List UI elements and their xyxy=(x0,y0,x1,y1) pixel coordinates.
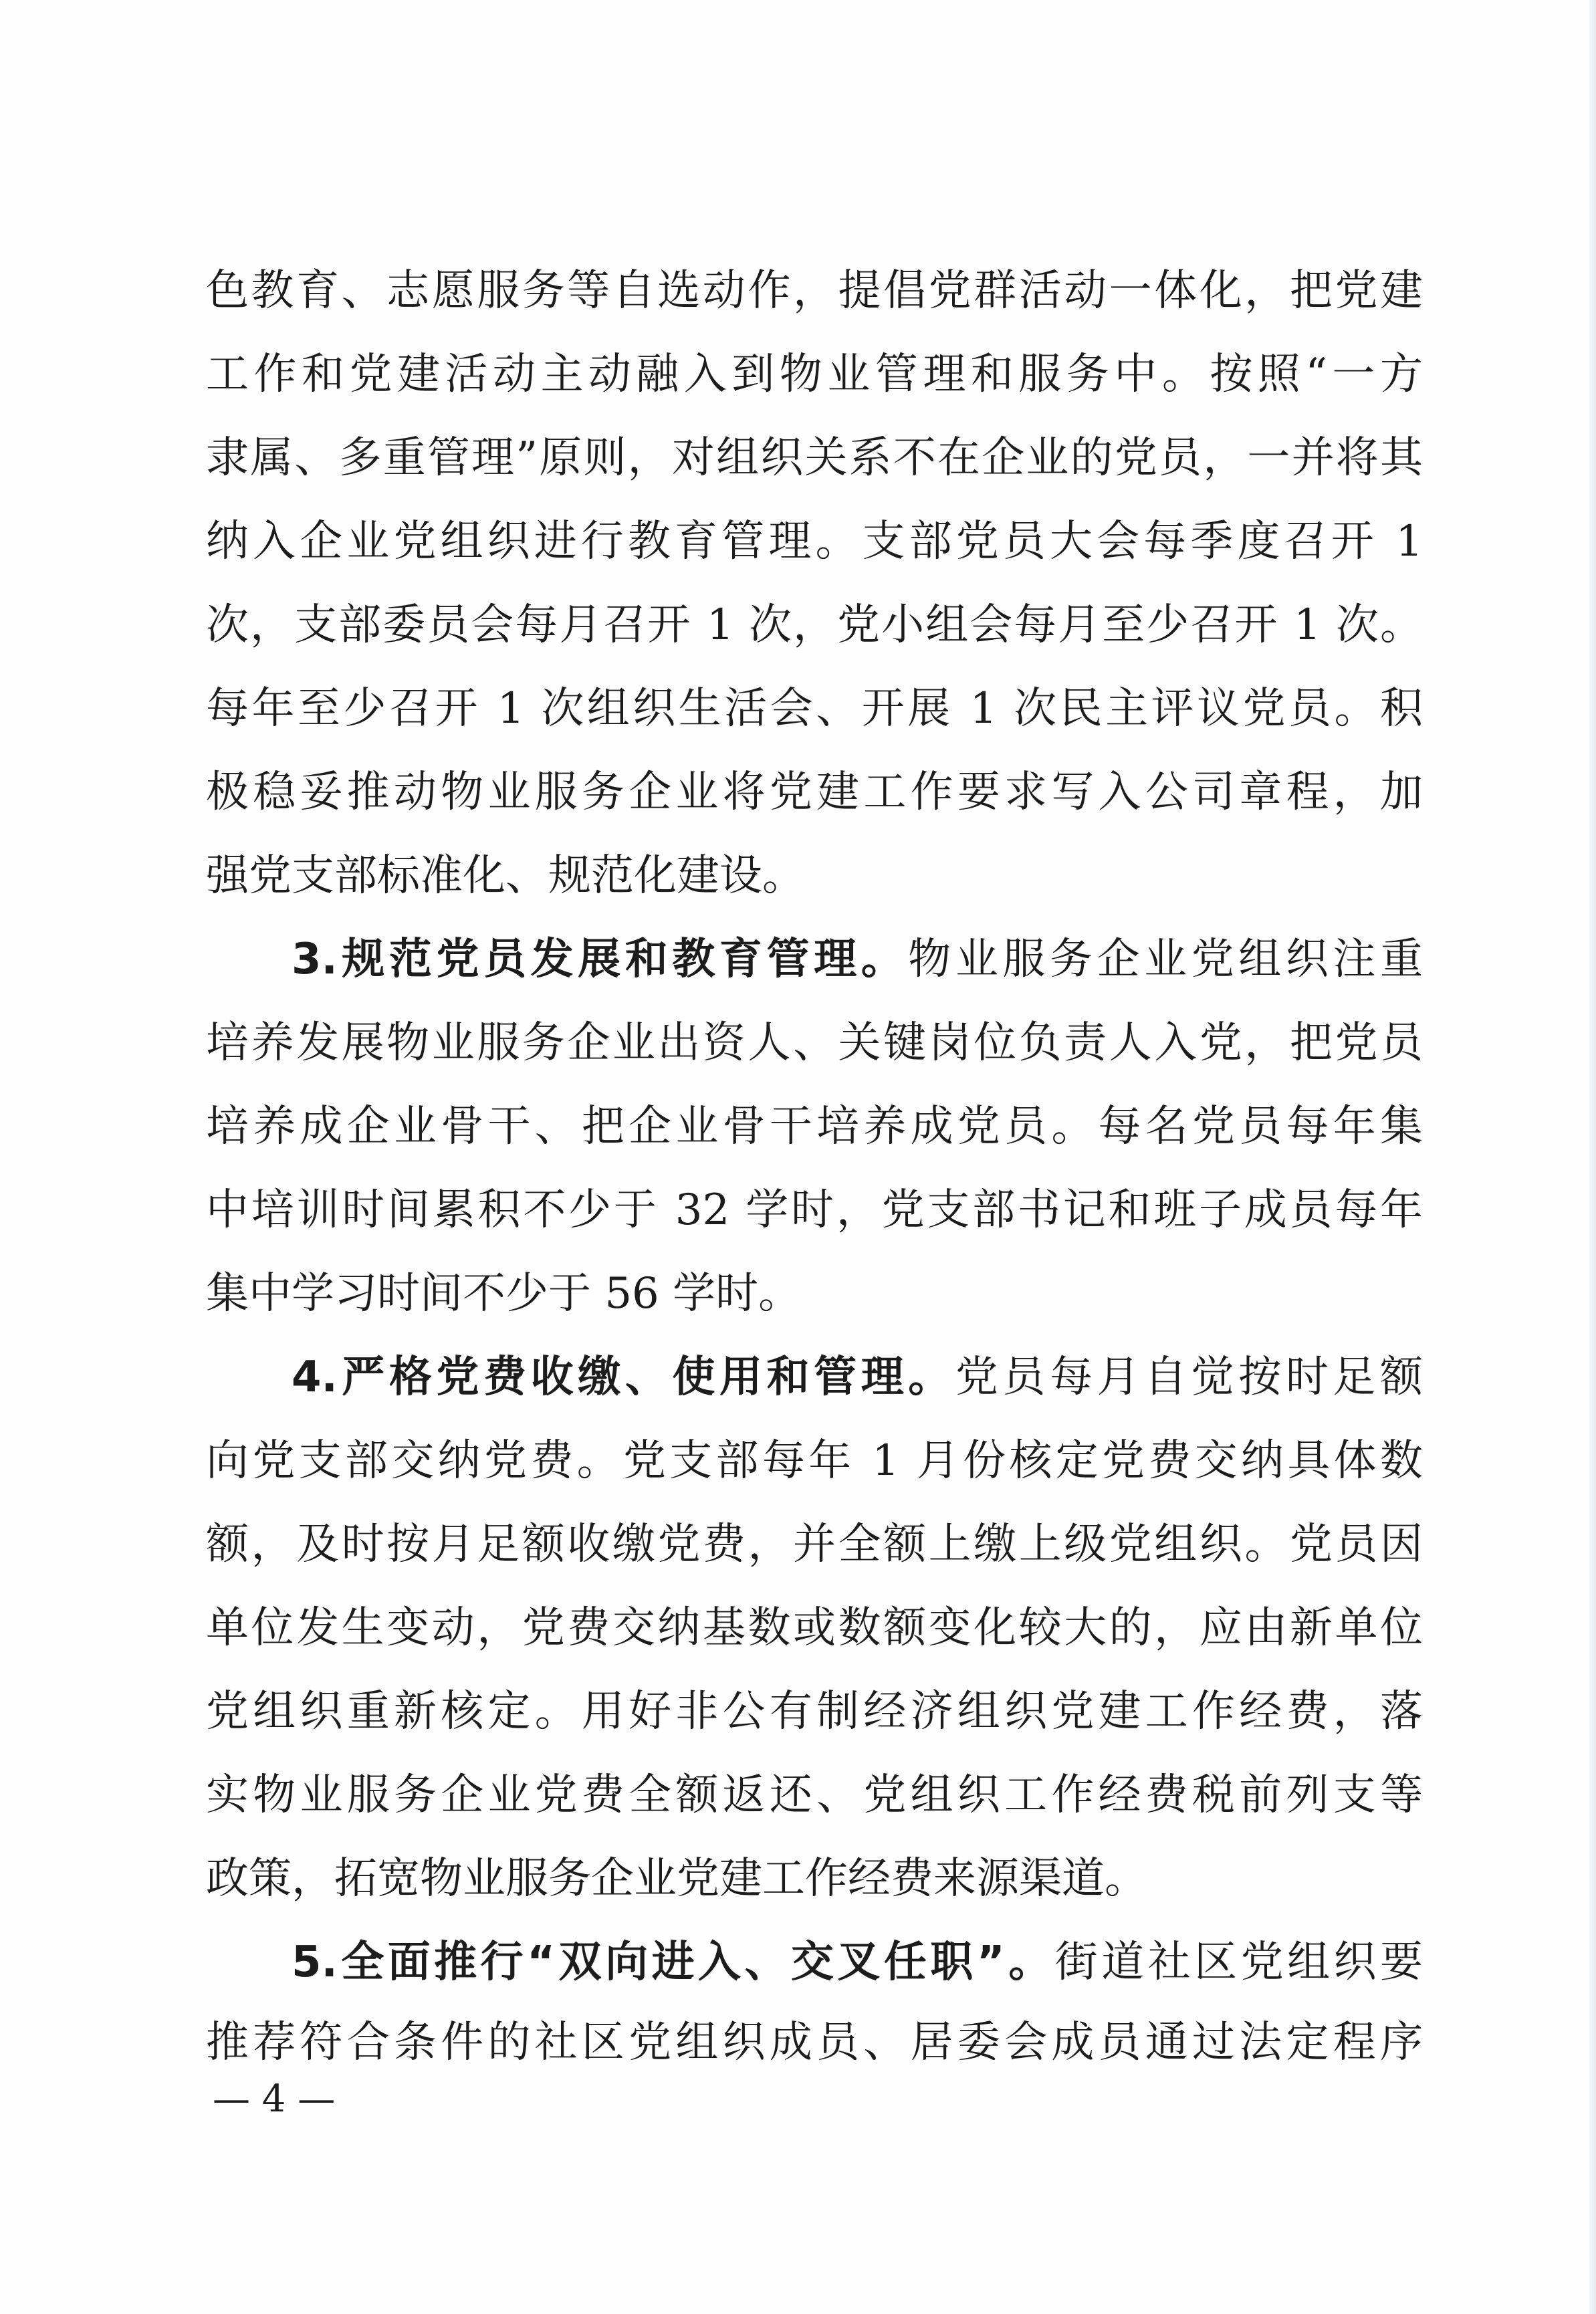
body-line: 工作和党建活动主动融入到物业管理和服务中。按照“一方 xyxy=(206,350,1423,399)
body-text: 党员每月自觉按时足额 xyxy=(955,1353,1423,1402)
section-4-first-line xyxy=(292,1341,1423,1414)
body-text: 物业服务企业党组织注重 xyxy=(908,935,1423,984)
body-line: 党组织重新核定。用好非公有制经济组织党建工作经费，落 xyxy=(206,1687,1423,1736)
body-line: 集中学习时间不少于 56 学时。 xyxy=(206,1269,802,1318)
body-text: 街道社区党组织要 xyxy=(1054,1938,1423,1987)
body-line: 色教育、志愿服务等自选动作，提倡党群活动一体化，把党建 xyxy=(206,266,1423,316)
section-3-first-line xyxy=(292,923,1423,996)
section-4-heading: 4.严格党费收缴、使用和管理。 xyxy=(292,1353,955,1402)
scan-edge xyxy=(1589,0,1596,2314)
body-line: 培养发展物业服务企业出资人、关键岗位负责人入党，把党员 xyxy=(206,1018,1423,1068)
body-line: 额，及时按月足额收缴党费，并全额上缴上级党组织。党员因 xyxy=(206,1520,1423,1569)
body-line: 极稳妥推动物业服务企业将党建工作要求写入公司章程，加 xyxy=(206,768,1423,817)
body-line: 隶属、多重管理”原则，对组织关系不在企业的党员，一并将其 xyxy=(206,433,1423,483)
page-number: — 4 — xyxy=(213,2077,336,2121)
body-line: 向党支部交纳党费。党支部每年 1 月份核定党费交纳具体数 xyxy=(206,1436,1423,1486)
body-line: 培养成企业骨干、把企业骨干培养成党员。每名党员每年集 xyxy=(206,1102,1423,1151)
body-line: 实物业服务企业党费全额返还、党组织工作经费税前列支等 xyxy=(206,1770,1423,1820)
body-line: 推荐符合条件的社区党组织成员、居委会成员通过法定程序 xyxy=(206,2018,1423,2067)
body-line: 单位发生变动，党费交纳基数或数额变化较大的，应由新单位 xyxy=(206,1603,1423,1653)
body-line: 每年至少召开 1 次组织生活会、开展 1 次民主评议党员。积 xyxy=(206,684,1423,733)
body-line: 强党支部标准化、规范化建设。 xyxy=(206,851,805,901)
body-line: 中培训时间累积不少于 32 学时，党支部书记和班子成员每年 xyxy=(206,1185,1423,1235)
body-line: 次，支部委员会每月召开 1 次，党小组会每月至少召开 1 次。 xyxy=(206,600,1423,650)
section-3-heading: 3.规范党员发展和教育管理。 xyxy=(292,935,909,984)
section-5-heading: 5.全面推行“双向进入、交叉任职”。 xyxy=(292,1938,1055,1987)
body-line: 政策，拓宽物业服务企业党建工作经费来源渠道。 xyxy=(206,1854,1147,1903)
body-line: 纳入企业党组织进行教育管理。支部党员大会每季度召开 1 xyxy=(206,517,1423,566)
section-5-first-line xyxy=(292,1926,1423,1999)
